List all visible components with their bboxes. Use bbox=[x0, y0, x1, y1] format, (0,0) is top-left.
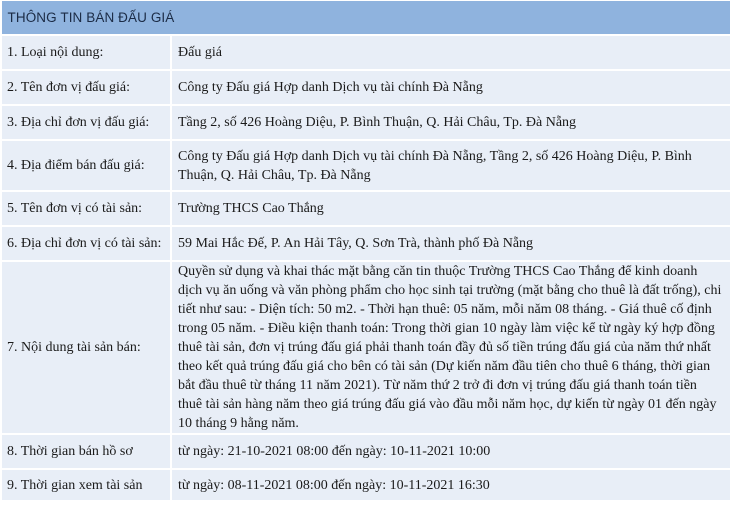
table-row-asset-viewing-period bbox=[1, 469, 730, 501]
row-label: 5. Tên đơn vị có tài sản: bbox=[1, 191, 171, 226]
row-value: Công ty Đấu giá Hợp danh Dịch vụ tài chính Đà Nẵng bbox=[171, 70, 730, 105]
row-label: 4. Địa điểm bán đấu giá: bbox=[1, 140, 171, 191]
table-row-content-type bbox=[1, 35, 730, 70]
row-value: Tầng 2, số 426 Hoàng Diệu, P. Bình Thuận, Q. Hải Châu, Tp. Đà Nẵng bbox=[171, 105, 730, 140]
row-value: Công ty Đấu giá Hợp danh Dịch vụ tài chính Đà Nẵng, Tầng 2, số 426 Hoàng Diệu, P. Bình Thuận, Q. Hải Châu, Tp. Đà Nẵng bbox=[171, 140, 730, 191]
row-value: từ ngày: 21-10-2021 08:00 đến ngày: 10-11-2021 10:00 bbox=[171, 434, 730, 469]
table-row-dossier-sale-period bbox=[1, 434, 730, 469]
table-row-asset-description bbox=[1, 261, 730, 434]
row-label: 7. Nội dung tài sản bán: bbox=[1, 261, 171, 434]
row-value: Quyền sử dụng và khai thác mặt bằng căn tin thuộc Trường THCS Cao Thắng để kinh doanh dịch vụ ăn uống và văn phòng phẩm cho học sinh tại trường (mặt bằng cho thuê là đất trống), chi tiết như sau: - Diện tích: 50 m2. - Thời hạn thuê: 05 năm, mỗi năm 08 tháng. - Giá thuê cố định trong 05 năm. - Điều kiện thanh toán: Trong thời gian 10 ngày làm việc kể từ ngày ký hợp đồng thuê tài sản, đơn vị trúng đấu giá phải thanh toán đầy đủ số tiền trúng đấu giá của năm thứ nhất theo kết quả trúng đấu giá cho bên có tài sản (Dự kiến năm đầu tiên cho thuê 6 tháng, thời gian bắt đầu thuê từ tháng 11 năm 2021). Từ năm thứ 2 trở đi đơn vị trúng đấu giá thanh toán tiền thuê tài sản hàng năm theo giá trúng đấu giá vào đầu mỗi năm học, dự kiến từ ngày 01 đến ngày 10 tháng 9 hằng năm. bbox=[171, 261, 730, 434]
table-row-asset-owner bbox=[1, 191, 730, 226]
table-row-asset-owner-address bbox=[1, 226, 730, 261]
row-value: Đấu giá bbox=[171, 35, 730, 70]
table-row-auction-unit-address bbox=[1, 105, 730, 140]
row-label: 9. Thời gian xem tài sản bbox=[1, 469, 171, 501]
row-label: 2. Tên đơn vị đấu giá: bbox=[1, 70, 171, 105]
row-label: 3. Địa chỉ đơn vị đấu giá: bbox=[1, 105, 171, 140]
table-title: THÔNG TIN BÁN ĐẤU GIÁ bbox=[1, 1, 730, 36]
row-label: 6. Địa chỉ đơn vị có tài sản: bbox=[1, 226, 171, 261]
table-row-auction-unit bbox=[1, 70, 730, 105]
row-value: Trường THCS Cao Thắng bbox=[171, 191, 730, 226]
row-value: từ ngày: 08-11-2021 08:00 đến ngày: 10-11-2021 16:30 bbox=[171, 469, 730, 501]
table-header-row bbox=[1, 1, 730, 36]
row-label: 8. Thời gian bán hồ sơ bbox=[1, 434, 171, 469]
table-row-auction-location bbox=[1, 140, 730, 191]
row-value: 59 Mai Hắc Đế, P. An Hải Tây, Q. Sơn Trà, thành phố Đà Nẵng bbox=[171, 226, 730, 261]
row-label: 1. Loại nội dung: bbox=[1, 35, 171, 70]
